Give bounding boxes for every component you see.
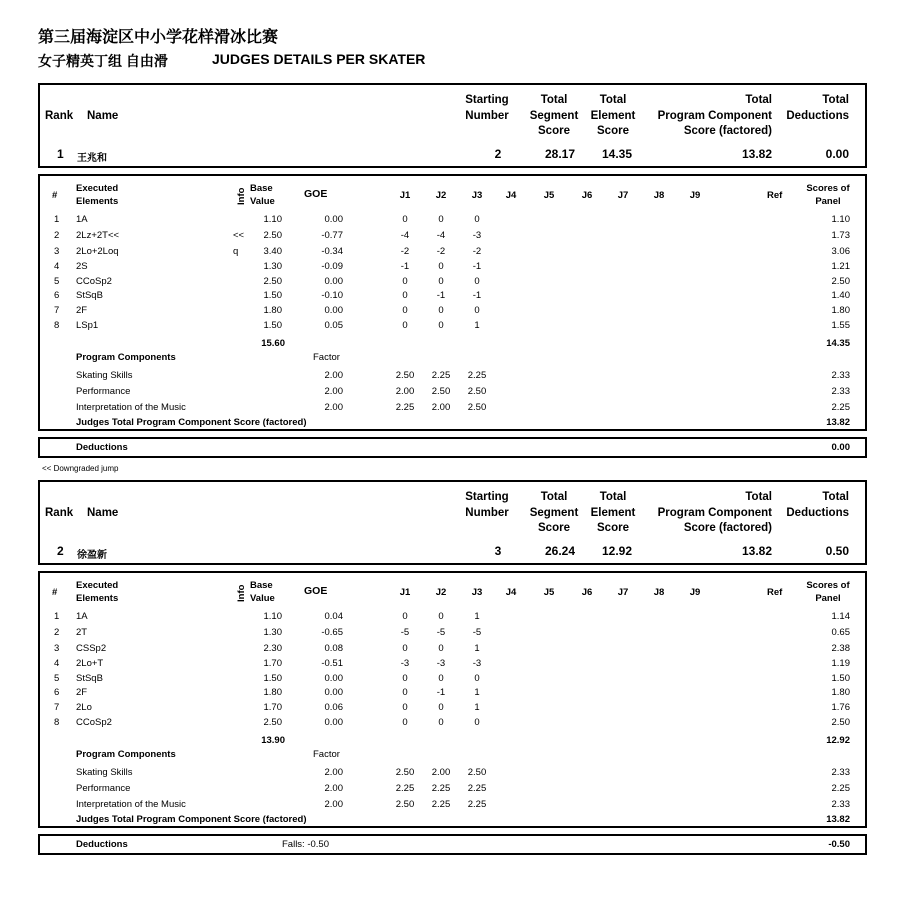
element-panel-score: 1.40 [831, 290, 850, 301]
element-judge-score: 0 [474, 305, 480, 316]
element-base-value: 2.30 [263, 643, 282, 654]
pcs-total: 13.82 [826, 417, 850, 428]
total-element-header [580, 490, 646, 537]
element-panel-score: 1.76 [831, 702, 850, 713]
starting-number: 3 [494, 544, 502, 558]
no-header: # [52, 190, 58, 201]
total-deductions-header [780, 93, 849, 124]
element-goe: -0.77 [321, 230, 343, 241]
element-panel-score: 1.21 [831, 261, 850, 272]
component-name: Skating Skills [76, 370, 133, 381]
element-panel-score: 1.80 [831, 305, 850, 316]
judge-header: J1 [399, 190, 411, 201]
skater-rank: 2 [57, 544, 64, 558]
element-goe: 0.08 [324, 643, 343, 654]
element-panel-score: 1.50 [831, 673, 850, 684]
judge-header: J1 [399, 587, 411, 598]
element-goe: 0.00 [324, 276, 343, 287]
component-judge-score: 2.00 [395, 386, 415, 397]
total-element-header-line: Element [590, 109, 636, 122]
element-goe: -0.10 [321, 290, 343, 301]
total-pcs-header-line: Total [745, 491, 772, 503]
element-judge-score: 0 [474, 717, 480, 728]
element-judge-score: 0 [402, 611, 408, 622]
component-name: Interpretation of the Music [76, 799, 186, 810]
element-name: CSSp2 [76, 643, 107, 654]
starting-number-header [460, 93, 514, 124]
element-panel-score: 1.10 [831, 214, 850, 225]
element-number: 5 [54, 673, 60, 684]
elements-total: 14.35 [826, 338, 850, 349]
deductions-box [38, 834, 867, 855]
element-base-value: 2.50 [263, 230, 282, 241]
total-deductions: 0.50 [825, 544, 849, 558]
element-base-value: 1.30 [263, 261, 282, 272]
element-judge-score: 0 [438, 305, 444, 316]
total-segment-header-line: Segment [529, 506, 579, 519]
total-element-header [580, 93, 646, 140]
total-segment-header [520, 93, 588, 140]
component-judge-score: 2.25 [467, 370, 487, 381]
element-name: 1A [76, 214, 88, 225]
element-judge-score: 0 [438, 643, 444, 654]
total-deductions-header-line: Total [822, 94, 849, 106]
element-judge-score: -3 [472, 658, 482, 669]
total-pcs-header-line: Score (factored) [683, 125, 772, 137]
element-judge-score: 0 [402, 643, 408, 654]
judge-header: J8 [653, 190, 665, 201]
total-element-header-line: Score [597, 125, 629, 137]
element-base-value: 1.10 [263, 214, 282, 225]
total-element-score: 12.92 [601, 544, 632, 558]
element-number: 6 [54, 290, 60, 301]
component-factor: 2.00 [324, 370, 343, 381]
component-judge-score: 2.50 [395, 370, 415, 381]
component-name: Interpretation of the Music [76, 402, 186, 413]
scores-of-panel-header-line: Scores of [806, 580, 850, 591]
element-judge-score: -2 [400, 246, 410, 257]
element-goe: 0.00 [324, 673, 343, 684]
element-number: 1 [54, 214, 60, 225]
element-name: 2F [76, 687, 88, 698]
element-name: 2Lo+T [76, 658, 104, 669]
element-number: 8 [54, 717, 60, 728]
element-name: 2Lz+2T<< [76, 230, 120, 241]
element-panel-score: 1.19 [831, 658, 850, 669]
judge-header: J3 [471, 190, 483, 201]
component-panel-score: 2.25 [831, 402, 850, 413]
component-judge-score: 2.50 [467, 402, 487, 413]
deductions-label: Deductions [76, 839, 128, 850]
component-name: Performance [76, 783, 131, 794]
element-judge-score: 1 [474, 687, 480, 698]
component-judge-score: 2.25 [431, 783, 451, 794]
element-base-value: 1.30 [263, 627, 282, 638]
judge-header: J4 [505, 587, 517, 598]
total-element-header-line: Total [599, 491, 627, 503]
scores-of-panel-header-line: Panel [815, 593, 841, 604]
element-judge-score: 0 [402, 290, 408, 301]
element-name: 2T [76, 627, 88, 638]
element-panel-score: 1.14 [831, 611, 850, 622]
deductions-detail: Falls: -0.50 [282, 839, 329, 850]
element-number: 1 [54, 611, 60, 622]
total-deductions-header [780, 490, 849, 521]
judge-header: J6 [581, 190, 593, 201]
element-name: LSp1 [76, 320, 99, 331]
starting-number-header-line: Number [465, 506, 509, 519]
element-name: StSqB [76, 290, 103, 301]
base-value-header [250, 579, 275, 605]
element-base-value: 3.40 [263, 246, 282, 257]
element-judge-score: -4 [436, 230, 446, 241]
judges-total-pcs-label: Judges Total Program Component Score (factored) [76, 814, 307, 825]
element-number: 4 [54, 261, 60, 272]
element-number: 7 [54, 702, 60, 713]
element-number: 2 [54, 627, 60, 638]
total-element-header-line: Element [590, 506, 636, 519]
element-panel-score: 2.38 [831, 643, 850, 654]
element-judge-score: -2 [436, 246, 446, 257]
total-pcs-score: 13.82 [741, 544, 772, 558]
judge-header: J3 [471, 587, 483, 598]
executed-elements-header-line: Elements [76, 593, 119, 604]
component-factor: 2.00 [324, 783, 343, 794]
program-components-label: Program Components [76, 749, 176, 760]
element-judge-score: 0 [402, 305, 408, 316]
element-judge-score: 0 [402, 673, 408, 684]
category-title: 女子精英丁组 自由滑 [38, 53, 168, 69]
element-base-value: 1.70 [263, 702, 282, 713]
executed-elements-header-line: Executed [76, 580, 119, 591]
element-base-value: 1.80 [263, 305, 282, 316]
base-value-total: 15.60 [261, 338, 285, 349]
element-number: 2 [54, 230, 60, 241]
element-judge-score: -5 [436, 627, 446, 638]
element-judge-score: 0 [402, 717, 408, 728]
element-number: 3 [54, 246, 60, 257]
component-judge-score: 2.50 [467, 386, 487, 397]
element-goe: 0.00 [324, 687, 343, 698]
component-panel-score: 2.33 [831, 799, 850, 810]
element-goe: 0.00 [324, 305, 343, 316]
factor-label: Factor [313, 749, 340, 760]
total-segment-score: 28.17 [544, 147, 575, 161]
total-element-header-line: Total [599, 94, 627, 106]
component-factor: 2.00 [324, 799, 343, 810]
element-panel-score: 0.65 [831, 627, 850, 638]
scores-of-panel-header [798, 579, 858, 605]
element-judge-score: 0 [438, 611, 444, 622]
base-value-header [250, 182, 275, 208]
element-base-value: 1.50 [263, 320, 282, 331]
judge-header: J6 [581, 587, 593, 598]
element-goe: 0.00 [324, 214, 343, 225]
deductions-label: Deductions [76, 442, 128, 453]
element-number: 8 [54, 320, 60, 331]
judge-header: J9 [689, 190, 701, 201]
component-panel-score: 2.33 [831, 386, 850, 397]
judge-header: J2 [435, 587, 447, 598]
goe-header: GOE [304, 188, 328, 200]
element-goe: 0.00 [324, 717, 343, 728]
element-goe: 0.04 [324, 611, 343, 622]
element-judge-score: 0 [438, 214, 444, 225]
skater-name: 徐盈新 [77, 550, 107, 561]
element-judge-score: -1 [436, 687, 446, 698]
info-header: Info [236, 187, 247, 205]
component-judge-score: 2.00 [431, 402, 451, 413]
goe-header: GOE [304, 585, 328, 597]
judges-total-pcs-label: Judges Total Program Component Score (factored) [76, 417, 307, 428]
total-segment-header-line: Total [540, 491, 568, 503]
total-deductions-header-line: Total [822, 491, 849, 503]
element-judge-score: 0 [402, 687, 408, 698]
element-judge-score: 1 [474, 702, 480, 713]
component-judge-score: 2.50 [431, 386, 451, 397]
total-segment-score: 26.24 [544, 544, 575, 558]
judge-header: J2 [435, 190, 447, 201]
starting-number-header-line: Number [465, 109, 509, 122]
judge-header: J4 [505, 190, 517, 201]
elements-total: 12.92 [826, 735, 850, 746]
event-title: 第三届海淀区中小学花样滑冰比赛 [38, 29, 279, 46]
total-pcs-header [640, 93, 772, 140]
component-judge-score: 2.00 [431, 767, 451, 778]
total-segment-header-line: Score [538, 125, 570, 137]
element-name: 2Lo+2Loq [76, 246, 119, 257]
element-judge-score: 0 [438, 276, 444, 287]
element-judge-score: 0 [438, 261, 444, 272]
element-panel-score: 1.73 [831, 230, 850, 241]
component-judge-score: 2.50 [395, 767, 415, 778]
starting-number-header [460, 490, 514, 521]
total-segment-header-line: Score [538, 522, 570, 534]
component-judge-score: 2.50 [395, 799, 415, 810]
executed-elements-header-line: Executed [76, 183, 119, 194]
executed-elements-header [76, 182, 118, 208]
element-name: 2S [76, 261, 88, 272]
element-judge-score: -3 [400, 658, 410, 669]
element-panel-score: 1.55 [831, 320, 850, 331]
element-number: 5 [54, 276, 60, 287]
element-judge-score: 0 [438, 673, 444, 684]
judge-header: J8 [653, 587, 665, 598]
scores-of-panel-header [798, 182, 858, 208]
judge-header: J7 [617, 587, 629, 598]
rank-header: Rank [45, 507, 74, 519]
starting-number-header-line: Starting [465, 491, 509, 503]
element-judge-score: 0 [474, 673, 480, 684]
total-segment-header [520, 490, 588, 537]
base-value-header-line: Value [250, 593, 275, 604]
component-judge-score: 2.50 [467, 767, 487, 778]
total-element-score: 14.35 [601, 147, 632, 161]
element-judge-score: 1 [474, 320, 480, 331]
report-title: JUDGES DETAILS PER SKATER [212, 51, 426, 67]
element-base-value: 1.50 [263, 290, 282, 301]
element-base-value: 1.50 [263, 673, 282, 684]
deductions-box [38, 437, 867, 458]
total-segment-header-line: Segment [529, 109, 579, 122]
component-factor: 2.00 [324, 767, 343, 778]
element-goe: -0.51 [321, 658, 343, 669]
element-goe: 0.05 [324, 320, 343, 331]
element-info: << [233, 230, 245, 241]
element-name: CCoSp2 [76, 717, 112, 728]
element-name: StSqB [76, 673, 103, 684]
element-judge-score: -4 [400, 230, 410, 241]
name-header: Name [87, 110, 119, 122]
ref-header: Ref [767, 190, 783, 201]
executed-elements-header [76, 579, 118, 605]
ref-header: Ref [767, 587, 783, 598]
element-judge-score: -1 [472, 261, 482, 272]
total-pcs-header-line: Program Component [657, 506, 772, 519]
element-judge-score: 0 [402, 214, 408, 225]
element-judge-score: -3 [472, 230, 482, 241]
element-judge-score: -1 [472, 290, 482, 301]
element-base-value: 2.50 [263, 717, 282, 728]
base-value-header-line: Base [250, 580, 273, 591]
scores-of-panel-header-line: Scores of [806, 183, 850, 194]
element-name: 2F [76, 305, 88, 316]
element-judge-score: 0 [438, 702, 444, 713]
element-judge-score: 1 [474, 611, 480, 622]
skater-rank: 1 [57, 147, 64, 161]
element-base-value: 1.10 [263, 611, 282, 622]
element-base-value: 1.80 [263, 687, 282, 698]
total-pcs-header-line: Program Component [657, 109, 772, 122]
element-number: 3 [54, 643, 60, 654]
total-deductions: 0.00 [825, 147, 849, 161]
total-deductions-header-line: Deductions [786, 506, 849, 519]
total-pcs-header [640, 490, 772, 537]
total-element-header-line: Score [597, 522, 629, 534]
starting-number-header-line: Starting [465, 94, 509, 106]
element-panel-score: 2.50 [831, 276, 850, 287]
element-number: 4 [54, 658, 60, 669]
element-number: 6 [54, 687, 60, 698]
deductions-total: 0.00 [831, 442, 850, 453]
element-base-value: 1.70 [263, 658, 282, 669]
scores-of-panel-header-line: Panel [815, 196, 841, 207]
element-judge-score: 0 [474, 214, 480, 225]
component-judge-score: 2.25 [431, 799, 451, 810]
element-judge-score: -2 [472, 246, 482, 257]
base-value-header-line: Base [250, 183, 273, 194]
element-judge-score: 0 [402, 702, 408, 713]
element-info: q [233, 246, 239, 257]
element-name: 2Lo [76, 702, 92, 713]
pcs-total: 13.82 [826, 814, 850, 825]
judge-header: J5 [543, 587, 555, 598]
judge-header: J7 [617, 190, 629, 201]
total-pcs-header-line: Total [745, 94, 772, 106]
element-panel-score: 2.50 [831, 717, 850, 728]
rank-header: Rank [45, 110, 74, 122]
total-pcs-header-line: Score (factored) [683, 522, 772, 534]
element-number: 7 [54, 305, 60, 316]
component-name: Skating Skills [76, 767, 133, 778]
component-factor: 2.00 [324, 386, 343, 397]
element-judge-score: 0 [402, 276, 408, 287]
element-goe: -0.09 [321, 261, 343, 272]
executed-elements-header-line: Elements [76, 196, 119, 207]
deductions-total: -0.50 [828, 839, 850, 850]
element-goe: -0.65 [321, 627, 343, 638]
component-judge-score: 2.25 [431, 370, 451, 381]
name-header: Name [87, 507, 119, 519]
component-judge-score: 2.25 [467, 783, 487, 794]
element-judge-score: -1 [436, 290, 446, 301]
component-factor: 2.00 [324, 402, 343, 413]
element-judge-score: 0 [474, 276, 480, 287]
judge-header: J5 [543, 190, 555, 201]
element-name: CCoSp2 [76, 276, 112, 287]
component-judge-score: 2.25 [467, 799, 487, 810]
element-judge-score: -1 [400, 261, 410, 272]
element-name: 1A [76, 611, 88, 622]
base-value-header-line: Value [250, 196, 275, 207]
element-goe: 0.06 [324, 702, 343, 713]
component-panel-score: 2.33 [831, 767, 850, 778]
program-components-label: Program Components [76, 352, 176, 363]
element-judge-score: 0 [438, 717, 444, 728]
judge-header: J9 [689, 587, 701, 598]
element-judge-score: 0 [402, 320, 408, 331]
info-header: Info [236, 584, 247, 602]
element-panel-score: 1.80 [831, 687, 850, 698]
element-judge-score: -5 [472, 627, 482, 638]
no-header: # [52, 587, 58, 598]
starting-number: 2 [494, 147, 502, 161]
element-judge-score: 0 [438, 320, 444, 331]
component-panel-score: 2.25 [831, 783, 850, 794]
total-deductions-header-line: Deductions [786, 109, 849, 122]
factor-label: Factor [313, 352, 340, 363]
element-base-value: 2.50 [263, 276, 282, 287]
skater-name: 王兆和 [77, 153, 107, 164]
element-judge-score: 1 [474, 643, 480, 654]
component-judge-score: 2.25 [395, 783, 415, 794]
element-judge-score: -3 [436, 658, 446, 669]
footnote-downgraded: << Downgraded jump [42, 464, 119, 473]
element-panel-score: 3.06 [831, 246, 850, 257]
element-judge-score: -5 [400, 627, 410, 638]
component-panel-score: 2.33 [831, 370, 850, 381]
component-judge-score: 2.25 [395, 402, 415, 413]
component-name: Performance [76, 386, 131, 397]
base-value-total: 13.90 [261, 735, 285, 746]
total-segment-header-line: Total [540, 94, 568, 106]
element-goe: -0.34 [321, 246, 343, 257]
total-pcs-score: 13.82 [741, 147, 772, 161]
